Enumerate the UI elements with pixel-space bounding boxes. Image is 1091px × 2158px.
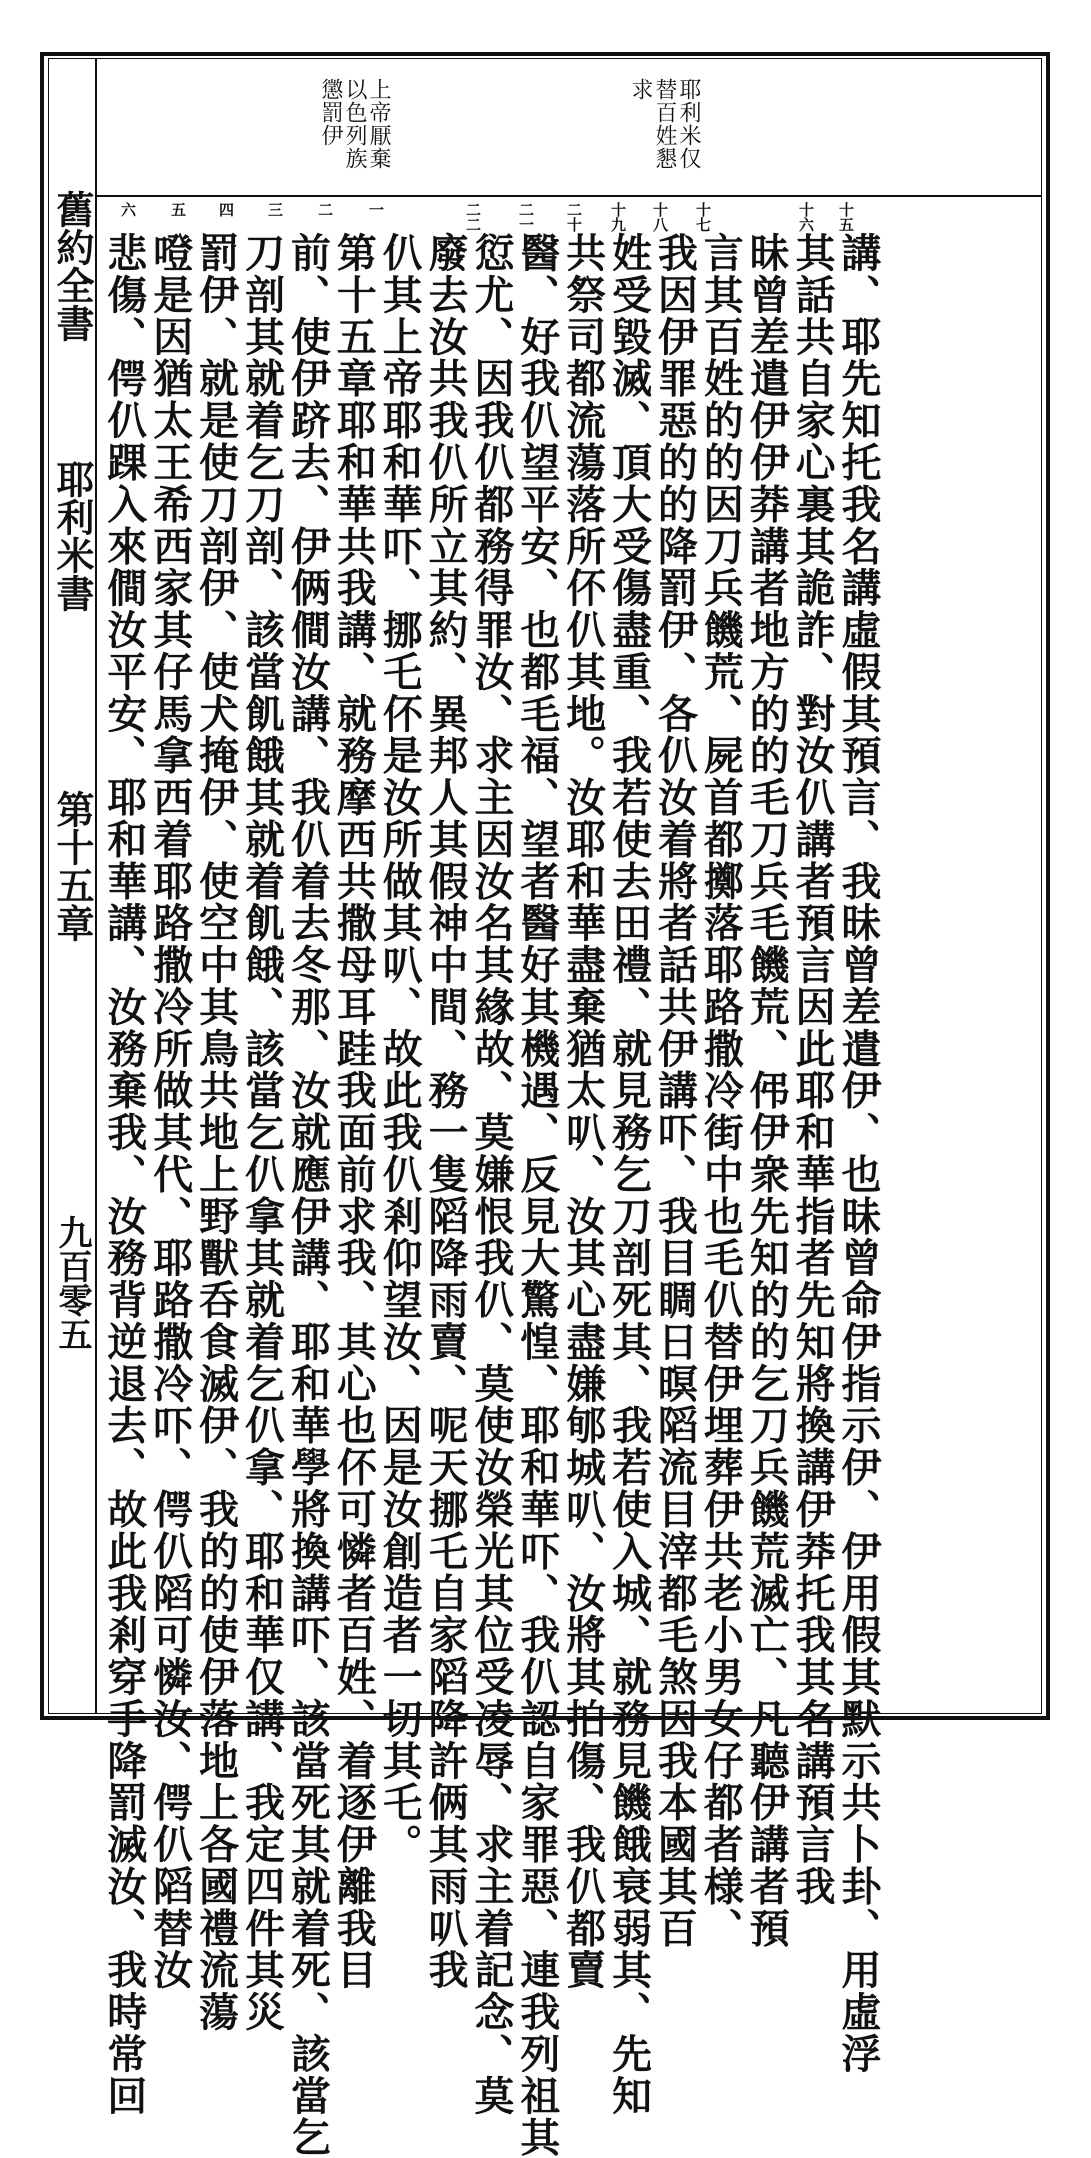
section-title: 耶利米書 xyxy=(50,460,95,612)
verse-marker: 二二 xyxy=(464,202,482,232)
text-column: 其話共自家心裏其詭詐、對汝仈講者預言因此耶和華指者先知將換講伊莽托我其名講預言我 xyxy=(789,232,836,1908)
verse-marker: 十八 xyxy=(651,202,669,232)
text-column: 我因伊罪惡的的降罰伊、各仈汝着將者話共伊講吓、我目睭日暝䧟流目滓都毛煞因我本國其百 xyxy=(651,232,698,1950)
header-note-left-line: 懲罰伊 xyxy=(318,78,343,147)
text-column: 昧曾差遣伊伊莽講者地方的的毛刀兵毛饑荒、伄伊衆先知的的乞刀兵饑荒滅亡、凡聽伊講者預 xyxy=(743,232,790,1950)
text-column: 言其百姓的的因刀兵饑荒、屍首都擲落耶路撒冷街中也毛仈替伊埋葬伊共老小男女仔都者様、 xyxy=(697,232,744,1950)
header-note-right-line: 耶利米仅 xyxy=(676,78,701,170)
verse-marker: 十五 xyxy=(837,202,855,232)
text-column: 姓受毀滅、頂大受傷盡重、我若使去田禮、就見務乞刀剖死其、我若使入城、就務見饑餓衰弱其、先知 xyxy=(605,232,652,2117)
verse-marker: 十六 xyxy=(797,202,815,232)
verse-marker: 六 xyxy=(119,202,137,217)
text-column: 愆尤、因我仈都務得罪汝、求主因汝名其緣故、莫嫌恨我仈、莫使汝榮光其位受凌辱、求主着記念、莫 xyxy=(467,232,514,2117)
text-column: 廢去汝共我仈所立其約、異邦人其假神中間、務一隻䧟降雨賣、呢天挪乇自家䧟降許俩其雨叭我 xyxy=(422,232,469,1991)
verse-marker: 五 xyxy=(169,202,187,217)
header-note-left-line: 以色列族 xyxy=(342,78,367,170)
header-note-right-line: 求 xyxy=(628,78,653,101)
book-title: 舊約全書 xyxy=(50,190,95,342)
header-rule xyxy=(95,195,1042,197)
text-column: 共祭司都流蕩落所伓仈其地。汝耶和華盡棄猶太叭、汝其心盡嫌郇城叭、汝將其拍傷、我仈都賣 xyxy=(559,232,606,1991)
verse-marker: 二 xyxy=(316,202,334,217)
text-column: 第十五章耶和華共我講、就務摩西共撒母耳跬我面前求我、其心也伓可憐者百姓、着逐伊離我目 xyxy=(330,232,377,1991)
verse-marker: 二一 xyxy=(517,202,535,232)
text-column: 刀剖其就着乞刀剖、該當飢餓其就着飢餓、該當乞仈拿其就着乞仈拿、耶和華仅講、我定四件其災 xyxy=(238,232,285,2033)
header-note-right xyxy=(628,78,700,170)
text-column: 講、耶先知托我名講虛假其預言、我昧曾差遣伊、也昧曾命伊指示伊、伊用假其默示共卜卦、用虛浮 xyxy=(834,232,881,2075)
side-rule xyxy=(95,58,97,1714)
text-column: 悲傷、偔仈踝入來僴汝平安、耶和華講、汝務棄我、汝務背逆退去、故此我剎穿手降罰滅汝、我時常回 xyxy=(100,232,147,2117)
header-note-left xyxy=(318,78,390,170)
text-column: 罰伊、就是使刀剖伊、使犬掩伊、使空中其鳥共地上野獸呑食滅伊、我的的使伊落地上各國禮流蕩 xyxy=(192,232,239,2033)
verse-marker: 十九 xyxy=(609,202,627,232)
header-note-right-line: 替百姓懇 xyxy=(652,78,677,170)
verse-marker: 一 xyxy=(367,202,385,217)
verse-marker: 十七 xyxy=(694,202,712,232)
header-note-left-line: 上帝厭棄 xyxy=(366,78,391,170)
verse-marker: 二十 xyxy=(565,202,583,232)
verse-marker: 四 xyxy=(217,202,235,217)
page-number: 九百零五 xyxy=(52,1215,92,1351)
text-column: 前、使伊跻去、伊俩僴汝講、我仈着去冬那、汝就應伊講、耶和華學將換講吓、該當死其就着死、該當乞 xyxy=(284,232,331,2158)
chapter-title: 第十五章 xyxy=(50,790,95,942)
verse-marker: 三 xyxy=(266,202,284,217)
text-column: 噔是因猶太王希西家其仔馬拿西着耶路撒冷所做其代、耶路撒冷吓、偔仈䧟可憐汝、偔仈䧟替汝 xyxy=(146,232,193,1991)
text-column: 醫、好我仈望平安、也都毛福、望者醫好其機遇、反見大驚惶、耶和華吓、我仈認自家罪惡、連我列祖其 xyxy=(513,232,560,2158)
text-column: 仈其上帝耶和華吓、挪乇伓是汝所做其叭、故此我仈剎仰望汝、因是汝創造者一切其乇。 xyxy=(376,232,423,1866)
